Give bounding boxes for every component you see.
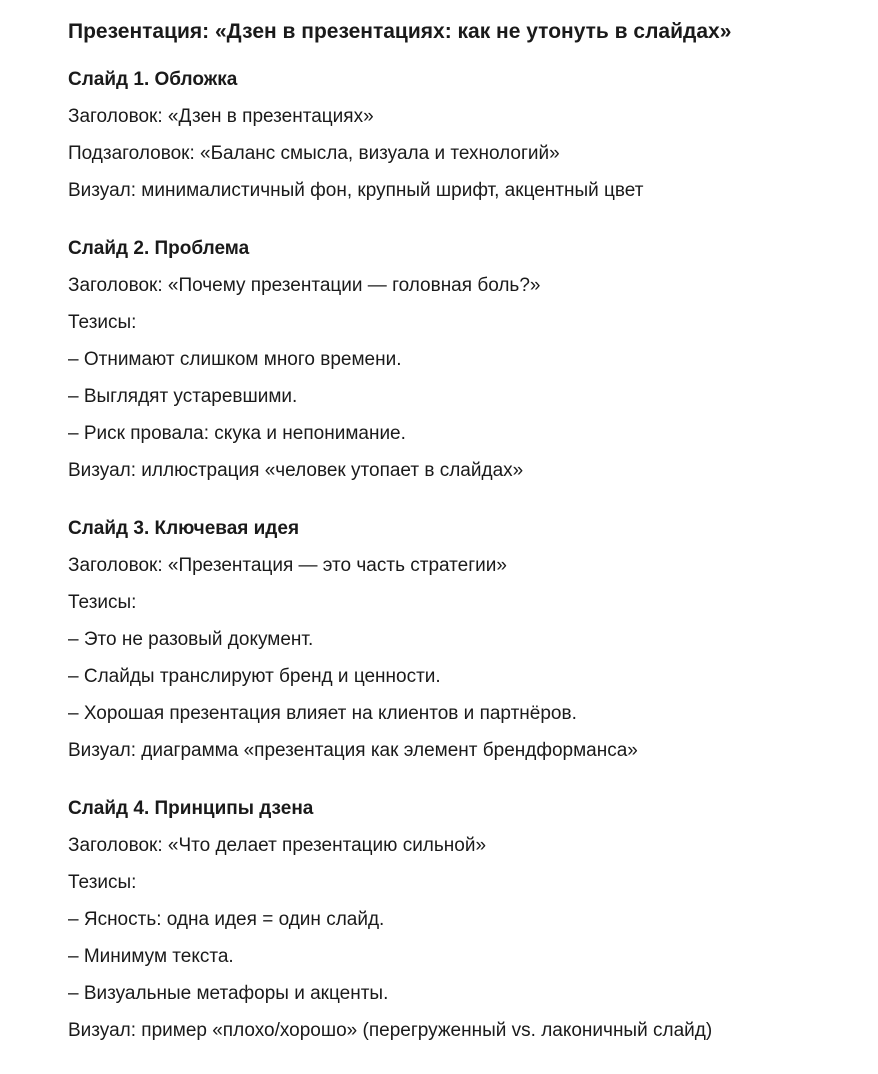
slide-section-2 xyxy=(68,237,878,483)
slide-section-1 xyxy=(68,68,878,203)
slide-line-title: Заголовок: «Презентация — это часть стратегии» xyxy=(68,555,507,576)
slide-line-visual: Визуал: пример «плохо/хорошо» (перегруженный vs. лаконичный слайд) xyxy=(68,1020,713,1041)
slide-line-thesis: – Это не разовый документ. xyxy=(68,629,314,650)
slide-heading: Слайд 3. Ключевая идея xyxy=(68,518,300,539)
slide-line-theses-label: Тезисы: xyxy=(68,312,137,333)
slide-line-theses-label: Тезисы: xyxy=(68,872,137,893)
slide-line-thesis: – Отнимают слишком много времени. xyxy=(68,349,402,370)
slide-line-thesis: – Риск провала: скука и непонимание. xyxy=(68,423,406,444)
slide-line-thesis: – Выглядят устаревшими. xyxy=(68,386,298,407)
slide-line-title: Заголовок: «Дзен в презентациях» xyxy=(68,106,374,127)
slide-line-thesis: – Ясность: одна идея = один слайд. xyxy=(68,909,385,930)
slide-line-thesis: – Визуальные метафоры и акценты. xyxy=(68,983,389,1004)
slide-line-visual: Визуал: диаграмма «презентация как элемент брендформанса» xyxy=(68,740,638,761)
slide-line-thesis: – Хорошая презентация влияет на клиентов и партнёров. xyxy=(68,703,577,724)
slide-section-3 xyxy=(68,517,878,763)
slide-line-visual: Визуал: минималистичный фон, крупный шрифт, акцентный цвет xyxy=(68,180,644,201)
slide-line-title: Заголовок: «Что делает презентацию сильной» xyxy=(68,835,487,856)
slide-section-4 xyxy=(68,797,878,1043)
slide-line-title: Заголовок: «Почему презентации — головная боль?» xyxy=(68,275,541,296)
slide-heading: Слайд 1. Обложка xyxy=(68,69,238,90)
slide-heading: Слайд 4. Принципы дзена xyxy=(68,798,314,819)
document-title: Презентация: «Дзен в презентациях: как не утонуть в слайдах» xyxy=(68,20,732,43)
slide-line-subtitle: Подзаголовок: «Баланс смысла, визуала и технологий» xyxy=(68,143,560,164)
slide-heading: Слайд 2. Проблема xyxy=(68,238,250,259)
slide-line-thesis: – Минимум текста. xyxy=(68,946,234,967)
slide-line-thesis: – Слайды транслируют бренд и ценности. xyxy=(68,666,441,687)
slide-line-visual: Визуал: иллюстрация «человек утопает в слайдах» xyxy=(68,460,524,481)
slide-line-theses-label: Тезисы: xyxy=(68,592,137,613)
